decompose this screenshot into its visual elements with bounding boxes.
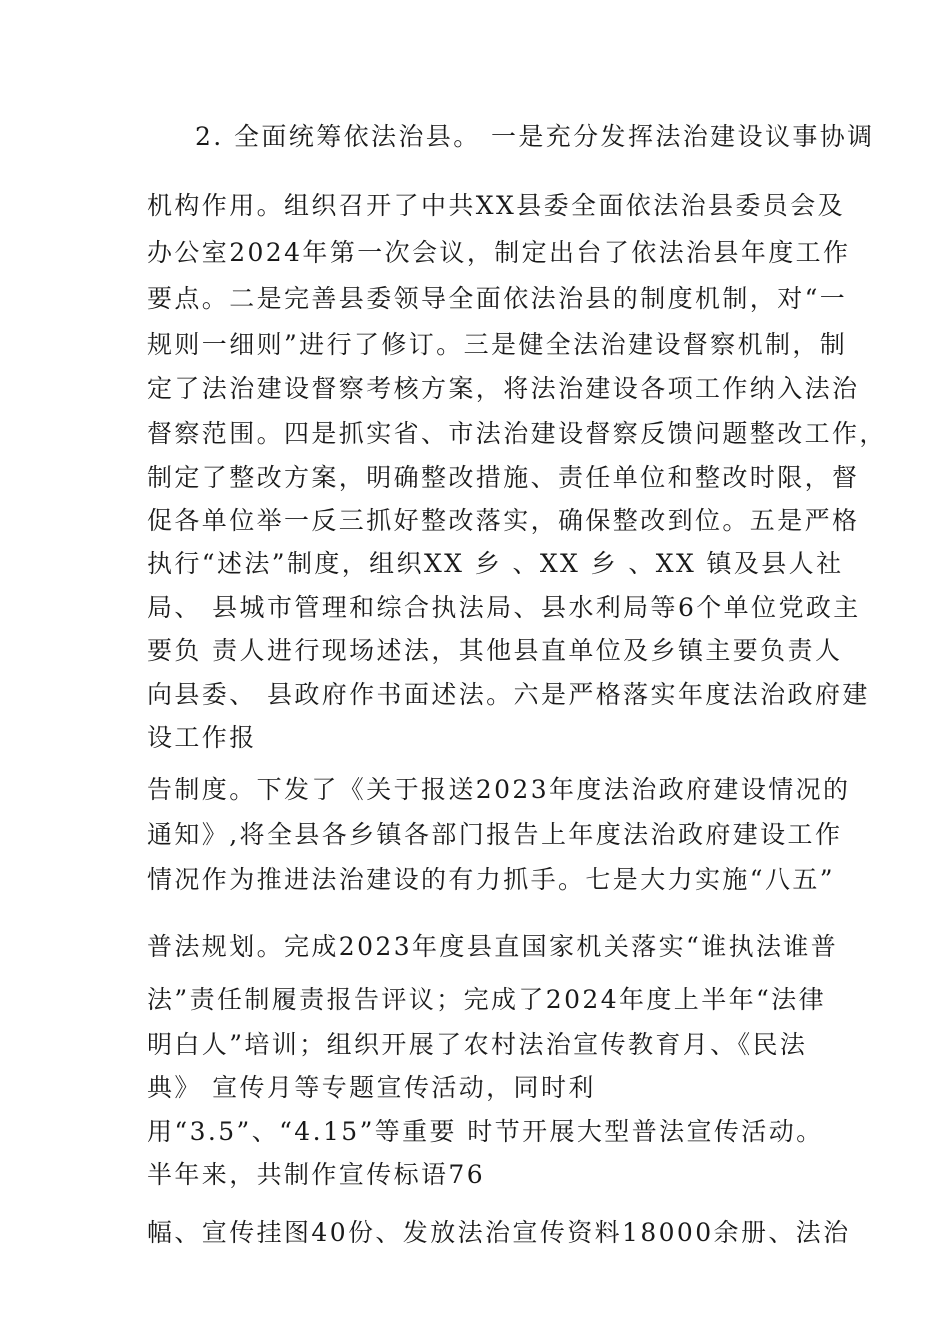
text-line: 半年来，共制作宣传标语76 xyxy=(147,1160,486,1189)
text-line: 普法规划。完成2023年度县直国家机关落实“谁执法谁普 xyxy=(147,932,839,961)
text-line: 规则一细则”进行了修订。三是健全法治建设督察机制，制 xyxy=(147,330,848,359)
text-line: 制定了整改方案，明确整改措施、责任单位和整改时限，督 xyxy=(147,463,860,492)
text-line: 向县委、 县政府作书面述法。六是严格落实年度法治政府建 xyxy=(147,680,870,709)
text-line: 用“3.5”、“4.15”等重要 时节开展大型普法宣传活动。 xyxy=(147,1117,824,1146)
text-line: 定了法治建设督察考核方案，将法治建设各项工作纳入法治 xyxy=(147,374,860,403)
text-line: 要点。二是完善县委领导全面依法治县的制度机制，对“一 xyxy=(147,284,848,313)
text-line: 办公室2024年第一次会议，制定出台了依法治县年度工作 xyxy=(147,238,851,267)
text-line: 明白人”培训；组织开展了农村法治宣传教育月、《民法 xyxy=(147,1030,808,1059)
text-line: 2. 全面统筹依法治县。 一是充分发挥法治建设议事协调 xyxy=(195,122,875,151)
text-line: 要负 责人进行现场述法，其他县直单位及乡镇主要负责人 xyxy=(147,636,843,665)
text-line: 设工作报 xyxy=(147,723,257,752)
text-line: 情况作为推进法治建设的有力抓手。七是大力实施“八五” xyxy=(147,865,835,894)
text-line: 促各单位举一反三抓好整改落实，确保整改到位。五是严格 xyxy=(147,506,860,535)
text-line: 告制度。下发了《关于报送2023年度法治政府建设情况的 xyxy=(147,775,851,804)
text-line: 通知》,将全县各乡镇各部门报告上年度法治政府建设工作 xyxy=(147,820,843,849)
text-line: 典》 宣传月等专题宣传活动，同时利 xyxy=(147,1073,596,1102)
text-line: 督察范围。四是抓实省、市法治建设督察反馈问题整改工作， xyxy=(147,419,887,448)
text-line: 幅、宣传挂图40份、发放法治宣传资料18000余册、法治 xyxy=(147,1218,851,1247)
text-line: 机构作用。组织召开了中共XX县委全面依法治县委员会及 xyxy=(147,191,845,220)
text-line: 法”责任制履责报告评议；完成了2024年度上半年“法律 xyxy=(147,985,826,1014)
text-line: 局、 县城市管理和综合执法局、县水利局等6个单位党政主 xyxy=(147,593,861,622)
text-line: 执行“述法”制度，组织XX 乡 、XX 乡 、XX 镇及县人社 xyxy=(147,549,844,578)
